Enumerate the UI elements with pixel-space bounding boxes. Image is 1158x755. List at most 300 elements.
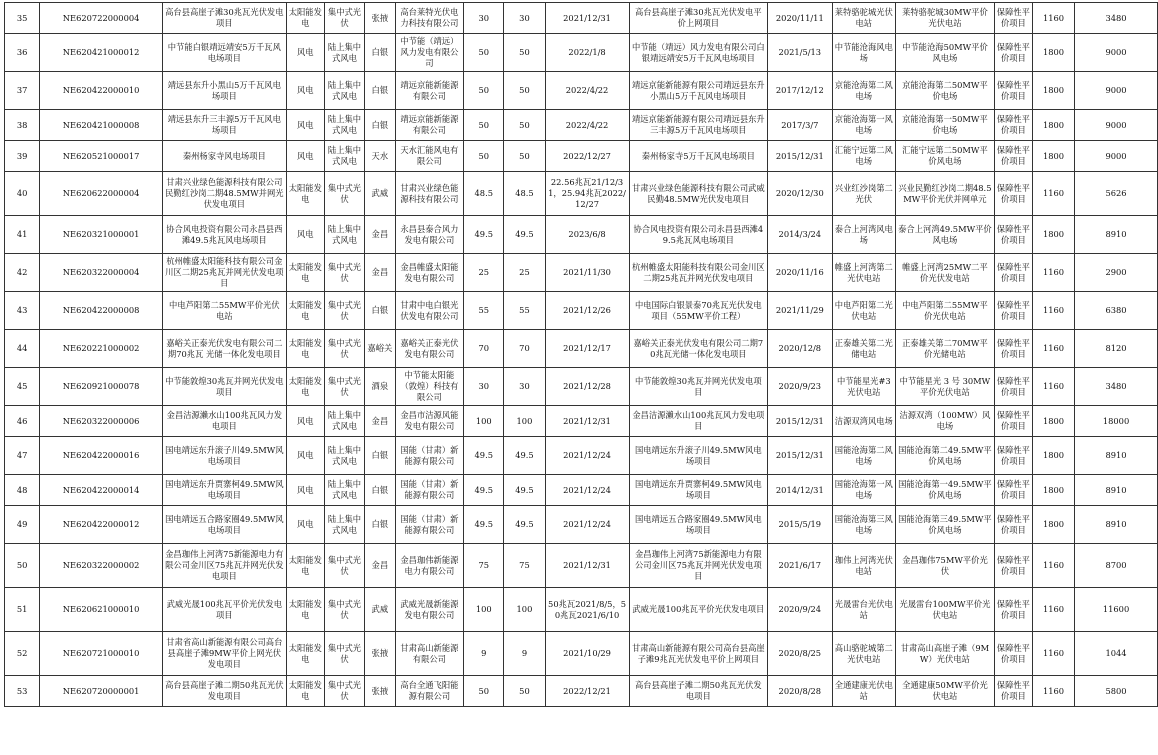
cell-date: 2021/12/17 — [545, 330, 629, 368]
cell-type: 风电 — [286, 34, 324, 72]
cell-unit: 国能沧海第三49.5MW平价风电场 — [896, 506, 995, 544]
cell-type: 风电 — [286, 475, 324, 506]
cell-station: 洁源双湾风电场 — [832, 406, 896, 437]
cell-cap_b: 70 — [504, 330, 545, 368]
cell-type: 风电 — [286, 406, 324, 437]
cell-mode: 集中式光伏 — [324, 588, 364, 632]
cell-name: 中节能（靖远）风力发电有限公司白银靖远靖安5万千瓦风电场项目 — [629, 34, 768, 72]
cell-project: 国电靖远五合路家圈49.5MW风电场项目 — [162, 506, 286, 544]
cell-hours: 1800 — [1033, 72, 1075, 110]
cell-city: 金昌 — [365, 406, 395, 437]
cell-kind: 保障性平价项目 — [994, 3, 1032, 34]
cell-total: 3480 — [1075, 3, 1158, 34]
table-row — [5, 172, 1158, 216]
cell-cap_b: 50 — [504, 110, 545, 141]
cell-mode: 陆上集中式风电 — [324, 72, 364, 110]
cell-total: 8910 — [1075, 475, 1158, 506]
cell-project: 甘肃省高山新能源有限公司高台县高崖子滩9MW平价上网光伏发电项目 — [162, 632, 286, 676]
cell-start: 2017/12/12 — [768, 72, 832, 110]
cell-cap_b: 49.5 — [504, 506, 545, 544]
cell-cap_b: 9 — [504, 632, 545, 676]
cell-station: 高山骆驼城第二光伏电站 — [832, 632, 896, 676]
cell-cap_a: 49.5 — [464, 475, 504, 506]
cell-city: 白银 — [365, 34, 395, 72]
cell-company: 金昌市洁源风能发电有限公司 — [395, 406, 464, 437]
table-row — [5, 506, 1158, 544]
cell-total: 2900 — [1075, 254, 1158, 292]
cell-code: NE620621000010 — [40, 588, 163, 632]
cell-company: 中节能太阳能（敦煌）科技有限公司 — [395, 368, 464, 406]
table-row — [5, 216, 1158, 254]
cell-unit: 金昌珈伟75MW平价光伏 — [896, 544, 995, 588]
cell-start: 2021/6/17 — [768, 544, 832, 588]
cell-name: 金昌珈伟上河湾75新能源电力有限公司金川区75兆瓦并网光伏发电项目 — [629, 544, 768, 588]
cell-name: 中节能敦煌30兆瓦并网光伏发电项目 — [629, 368, 768, 406]
cell-company: 甘肃高山新能源有限公司 — [395, 632, 464, 676]
cell-company: 金昌帷盛太阳能发电有限公司 — [395, 254, 464, 292]
cell-cap_b: 49.5 — [504, 216, 545, 254]
cell-kind: 保障性平价项目 — [994, 475, 1032, 506]
cell-project: 秦州杨家寺风电场项目 — [162, 141, 286, 172]
cell-project: 金昌洁源瀨水山100兆瓦风力发电项目 — [162, 406, 286, 437]
cell-date: 2021/12/26 — [545, 292, 629, 330]
cell-station: 京能沧海第二风电场 — [832, 72, 896, 110]
cell-kind: 保障性平价项目 — [994, 632, 1032, 676]
cell-code: NE620722000004 — [40, 3, 163, 34]
cell-start: 2020/9/23 — [768, 368, 832, 406]
cell-date: 2021/12/28 — [545, 368, 629, 406]
cell-total: 5800 — [1075, 676, 1158, 707]
table-row — [5, 292, 1158, 330]
cell-name: 秦州杨家寺5万千瓦风电场项目 — [629, 141, 768, 172]
cell-code: NE620422000014 — [40, 475, 163, 506]
cell-code: NE620322000002 — [40, 544, 163, 588]
cell-code: NE620422000010 — [40, 72, 163, 110]
cell-start: 2020/9/24 — [768, 588, 832, 632]
cell-project: 金昌珈伟上河湾75新能源电力有限公司金川区75兆瓦并网光伏发电项目 — [162, 544, 286, 588]
cell-date: 2021/12/24 — [545, 437, 629, 475]
cell-name: 靖远京能新能源有限公司靖远县东升小黑山5万千瓦风电场项目 — [629, 72, 768, 110]
cell-hours: 1160 — [1033, 3, 1075, 34]
cell-unit: 光晟雷台100MW平价光伏电站 — [896, 588, 995, 632]
cell-type: 太阳能发电 — [286, 544, 324, 588]
cell-total: 6380 — [1075, 292, 1158, 330]
table-row — [5, 676, 1158, 707]
cell-unit: 正泰雄关第二70MW平价光储电站 — [896, 330, 995, 368]
cell-total: 8700 — [1075, 544, 1158, 588]
cell-cap_a: 100 — [464, 588, 504, 632]
cell-company: 甘肃兴业绿色能源科技有限公司 — [395, 172, 464, 216]
cell-date: 2021/12/24 — [545, 475, 629, 506]
cell-kind: 保障性平价项目 — [994, 588, 1032, 632]
cell-total: 18000 — [1075, 406, 1158, 437]
cell-station: 兴业红沙岗第二光伏 — [832, 172, 896, 216]
cell-seq: 36 — [5, 34, 40, 72]
cell-kind: 保障性平价项目 — [994, 216, 1032, 254]
cell-hours: 1160 — [1033, 632, 1075, 676]
cell-project: 高台县高崖子滩二期50兆瓦光伏发电项目 — [162, 676, 286, 707]
cell-mode: 陆上集中式风电 — [324, 437, 364, 475]
cell-city: 酒泉 — [365, 368, 395, 406]
cell-hours: 1800 — [1033, 34, 1075, 72]
cell-code: NE620422000008 — [40, 292, 163, 330]
cell-mode: 陆上集中式风电 — [324, 506, 364, 544]
cell-code: NE620421000012 — [40, 34, 163, 72]
cell-type: 风电 — [286, 141, 324, 172]
cell-code: NE620521000017 — [40, 141, 163, 172]
cell-company: 武威光晟新能源发电有限公司 — [395, 588, 464, 632]
cell-cap_a: 48.5 — [464, 172, 504, 216]
cell-start: 2015/12/31 — [768, 437, 832, 475]
cell-code: NE620422000012 — [40, 506, 163, 544]
cell-unit: 莱特骆驼城30MW平价光伏电站 — [896, 3, 995, 34]
cell-type: 太阳能发电 — [286, 172, 324, 216]
cell-mode: 陆上集中式风电 — [324, 406, 364, 437]
cell-hours: 1160 — [1033, 676, 1075, 707]
cell-station: 中电芦阳第二光伏电站 — [832, 292, 896, 330]
cell-unit: 全通建康50MW平价光伏电站 — [896, 676, 995, 707]
cell-cap_b: 30 — [504, 3, 545, 34]
cell-date: 2021/11/30 — [545, 254, 629, 292]
cell-name: 中电国际白银景泰70兆瓦光伏发电项目（55MW平价工程） — [629, 292, 768, 330]
table-row — [5, 475, 1158, 506]
cell-unit: 国能沧海第一49.5MW平价风电场 — [896, 475, 995, 506]
cell-unit: 中节能星光 3 号 30MW平价光伏电站 — [896, 368, 995, 406]
cell-cap_b: 100 — [504, 406, 545, 437]
cell-cap_a: 30 — [464, 368, 504, 406]
cell-kind: 保障性平价项目 — [994, 676, 1032, 707]
cell-station: 京能沧海第一风电场 — [832, 110, 896, 141]
cell-start: 2015/12/31 — [768, 141, 832, 172]
cell-mode: 集中式光伏 — [324, 172, 364, 216]
cell-hours: 1160 — [1033, 544, 1075, 588]
cell-kind: 保障性平价项目 — [994, 544, 1032, 588]
cell-start: 2020/12/30 — [768, 172, 832, 216]
cell-cap_a: 49.5 — [464, 216, 504, 254]
cell-type: 太阳能发电 — [286, 368, 324, 406]
cell-project: 靖远县东升小黑山5万千瓦风电场项目 — [162, 72, 286, 110]
cell-date: 2021/10/29 — [545, 632, 629, 676]
cell-name: 甘肃高山新能源有限公司高台县高崖子滩9兆瓦光伏发电平价上网项目 — [629, 632, 768, 676]
cell-hours: 1800 — [1033, 216, 1075, 254]
cell-start: 2020/8/28 — [768, 676, 832, 707]
cell-kind: 保障性平价项目 — [994, 34, 1032, 72]
cell-city: 武威 — [365, 588, 395, 632]
table-row — [5, 72, 1158, 110]
cell-type: 风电 — [286, 72, 324, 110]
cell-kind: 保障性平价项目 — [994, 506, 1032, 544]
cell-code: NE620422000016 — [40, 437, 163, 475]
cell-start: 2014/3/24 — [768, 216, 832, 254]
cell-city: 白银 — [365, 506, 395, 544]
cell-cap_a: 50 — [464, 110, 504, 141]
cell-type: 太阳能发电 — [286, 330, 324, 368]
cell-cap_a: 55 — [464, 292, 504, 330]
cell-total: 11600 — [1075, 588, 1158, 632]
cell-name: 靖远京能新能源有限公司靖远县东升三丰源5万千瓦风电场项目 — [629, 110, 768, 141]
cell-cap_a: 70 — [464, 330, 504, 368]
cell-station: 光晟雷台光伏电站 — [832, 588, 896, 632]
cell-kind: 保障性平价项目 — [994, 292, 1032, 330]
cell-cap_a: 25 — [464, 254, 504, 292]
cell-hours: 1800 — [1033, 475, 1075, 506]
cell-mode: 陆上集中式风电 — [324, 110, 364, 141]
cell-mode: 集中式光伏 — [324, 330, 364, 368]
table-row — [5, 3, 1158, 34]
table-row — [5, 34, 1158, 72]
cell-date: 2021/12/31 — [545, 406, 629, 437]
cell-code: NE620921000078 — [40, 368, 163, 406]
cell-cap_b: 49.5 — [504, 437, 545, 475]
cell-name: 金昌洁源瀨水山100兆瓦风力发电项目 — [629, 406, 768, 437]
cell-city: 金昌 — [365, 216, 395, 254]
cell-cap_a: 9 — [464, 632, 504, 676]
cell-station: 中节能星光#3光伏电站 — [832, 368, 896, 406]
cell-date: 2022/12/27 — [545, 141, 629, 172]
cell-project: 甘肃兴业绿色能源科技有限公司民勤红沙岗二期48.5MW并网光伏发电项目 — [162, 172, 286, 216]
cell-company: 嘉峪关正泰光伏发电有限公司 — [395, 330, 464, 368]
cell-code: NE620622000004 — [40, 172, 163, 216]
cell-start: 2020/8/25 — [768, 632, 832, 676]
cell-kind: 保障性平价项目 — [994, 437, 1032, 475]
cell-date: 2023/6/8 — [545, 216, 629, 254]
cell-unit: 洁源双湾（100MW）风电场 — [896, 406, 995, 437]
cell-type: 太阳能发电 — [286, 588, 324, 632]
cell-company: 天水汇能风电有限公司 — [395, 141, 464, 172]
table-row — [5, 254, 1158, 292]
cell-date: 2021/12/31 — [545, 3, 629, 34]
cell-unit: 国能沧海第二49.5MW平价风电场 — [896, 437, 995, 475]
cell-station: 帷盛上河湾第二光伏电站 — [832, 254, 896, 292]
cell-name: 嘉峪关正泰光伏发电有限公司二期70兆瓦光储一体化发电项目 — [629, 330, 768, 368]
cell-cap_b: 25 — [504, 254, 545, 292]
cell-cap_b: 50 — [504, 141, 545, 172]
cell-total: 8910 — [1075, 216, 1158, 254]
cell-city: 武威 — [365, 172, 395, 216]
cell-type: 太阳能发电 — [286, 3, 324, 34]
cell-seq: 48 — [5, 475, 40, 506]
cell-project: 靖远县东升三丰源5万千瓦风电场项目 — [162, 110, 286, 141]
cell-seq: 38 — [5, 110, 40, 141]
cell-mode: 集中式光伏 — [324, 544, 364, 588]
cell-total: 8910 — [1075, 506, 1158, 544]
cell-company: 国能（甘肃）新能源有限公司 — [395, 437, 464, 475]
cell-seq: 46 — [5, 406, 40, 437]
cell-total: 9000 — [1075, 110, 1158, 141]
cell-company: 高台莱特光伏电力科技有限公司 — [395, 3, 464, 34]
cell-company: 金昌珈伟新能源电力有限公司 — [395, 544, 464, 588]
cell-name: 国电靖远五合路家圈49.5MW风电场项目 — [629, 506, 768, 544]
cell-cap_b: 75 — [504, 544, 545, 588]
cell-cap_a: 50 — [464, 72, 504, 110]
cell-start: 2020/12/8 — [768, 330, 832, 368]
cell-unit: 汇能宁远第二50MW平价风电场 — [896, 141, 995, 172]
cell-city: 张掖 — [365, 3, 395, 34]
cell-date: 50兆瓦2021/8/5，50兆瓦2021/6/10 — [545, 588, 629, 632]
cell-type: 风电 — [286, 506, 324, 544]
cell-hours: 1160 — [1033, 588, 1075, 632]
cell-name: 武威光晟100兆瓦平价光伏发电项目 — [629, 588, 768, 632]
cell-date: 2021/12/24 — [545, 506, 629, 544]
cell-date: 2022/4/22 — [545, 110, 629, 141]
cell-seq: 45 — [5, 368, 40, 406]
cell-start: 2017/3/7 — [768, 110, 832, 141]
cell-cap_a: 49.5 — [464, 437, 504, 475]
cell-city: 白银 — [365, 292, 395, 330]
cell-cap_a: 100 — [464, 406, 504, 437]
cell-cap_b: 48.5 — [504, 172, 545, 216]
cell-project: 嘉峪关正泰光伏发电有限公司二期70兆瓦 光储一体化发电项目 — [162, 330, 286, 368]
cell-kind: 保障性平价项目 — [994, 330, 1032, 368]
cell-seq: 43 — [5, 292, 40, 330]
cell-cap_a: 49.5 — [464, 506, 504, 544]
cell-total: 5626 — [1075, 172, 1158, 216]
cell-code: NE620421000008 — [40, 110, 163, 141]
cell-type: 风电 — [286, 437, 324, 475]
table-row — [5, 437, 1158, 475]
cell-start: 2014/12/31 — [768, 475, 832, 506]
cell-hours: 1160 — [1033, 254, 1075, 292]
cell-total: 9000 — [1075, 141, 1158, 172]
cell-code: NE620720000001 — [40, 676, 163, 707]
cell-hours: 1160 — [1033, 172, 1075, 216]
cell-type: 太阳能发电 — [286, 676, 324, 707]
cell-cap_b: 50 — [504, 676, 545, 707]
table-row — [5, 588, 1158, 632]
cell-mode: 陆上集中式风电 — [324, 141, 364, 172]
cell-hours: 1800 — [1033, 437, 1075, 475]
cell-kind: 保障性平价项目 — [994, 141, 1032, 172]
cell-kind: 保障性平价项目 — [994, 72, 1032, 110]
cell-start: 2021/11/29 — [768, 292, 832, 330]
cell-mode: 集中式光伏 — [324, 3, 364, 34]
cell-unit: 甘肃高山高崖子滩（9MW）光伏电站 — [896, 632, 995, 676]
table-body — [5, 3, 1158, 707]
cell-code: NE620322000004 — [40, 254, 163, 292]
cell-unit: 中电芦阳第二55MW平价光伏电站 — [896, 292, 995, 330]
cell-cap_b: 30 — [504, 368, 545, 406]
cell-date: 2022/1/8 — [545, 34, 629, 72]
cell-cap_a: 50 — [464, 141, 504, 172]
cell-hours: 1160 — [1033, 330, 1075, 368]
cell-cap_b: 50 — [504, 34, 545, 72]
cell-seq: 50 — [5, 544, 40, 588]
cell-hours: 1160 — [1033, 292, 1075, 330]
cell-seq: 53 — [5, 676, 40, 707]
cell-city: 白银 — [365, 437, 395, 475]
cell-total: 1044 — [1075, 632, 1158, 676]
cell-cap_b: 50 — [504, 72, 545, 110]
cell-unit: 京能沧海第一50MW平价电场 — [896, 110, 995, 141]
cell-seq: 49 — [5, 506, 40, 544]
cell-mode: 陆上集中式风电 — [324, 34, 364, 72]
cell-total: 9000 — [1075, 72, 1158, 110]
cell-type: 太阳能发电 — [286, 292, 324, 330]
cell-city: 金昌 — [365, 254, 395, 292]
cell-mode: 集中式光伏 — [324, 368, 364, 406]
cell-company: 靖远京能新能源有限公司 — [395, 72, 464, 110]
cell-start: 2015/5/19 — [768, 506, 832, 544]
cell-seq: 35 — [5, 3, 40, 34]
table-row — [5, 406, 1158, 437]
cell-station: 汇能宁远第二风电场 — [832, 141, 896, 172]
cell-cap_b: 49.5 — [504, 475, 545, 506]
cell-company: 国能（甘肃）新能源有限公司 — [395, 506, 464, 544]
cell-date: 2021/12/31 — [545, 544, 629, 588]
cell-project: 国电靖远东升滚子川49.5MW风电场项目 — [162, 437, 286, 475]
cell-city: 嘉峪关 — [365, 330, 395, 368]
cell-start: 2015/12/31 — [768, 406, 832, 437]
cell-code: NE620321000001 — [40, 216, 163, 254]
cell-cap_a: 50 — [464, 676, 504, 707]
cell-name: 高台县高崖子滩30兆瓦光伏发电平价上网项目 — [629, 3, 768, 34]
table-row — [5, 141, 1158, 172]
cell-cap_a: 30 — [464, 3, 504, 34]
table-row — [5, 632, 1158, 676]
cell-seq: 37 — [5, 72, 40, 110]
cell-station: 中节能沧海风电场 — [832, 34, 896, 72]
cell-project: 杭州帷盛太阳能科技有限公司金川区二期25兆瓦并网光伏发电项目 — [162, 254, 286, 292]
cell-type: 风电 — [286, 216, 324, 254]
cell-type: 风电 — [286, 110, 324, 141]
cell-city: 张掖 — [365, 632, 395, 676]
cell-company: 甘肃中电白银光伏发电有限公司 — [395, 292, 464, 330]
cell-mode: 集中式光伏 — [324, 292, 364, 330]
cell-kind: 保障性平价项目 — [994, 110, 1032, 141]
cell-seq: 44 — [5, 330, 40, 368]
cell-project: 武威光晟100兆瓦平价光伏发电项目 — [162, 588, 286, 632]
cell-project: 协合风电投资有限公司永昌县西滩49.5兆瓦风电场项目 — [162, 216, 286, 254]
cell-station: 珈伟上河湾光伏电站 — [832, 544, 896, 588]
cell-start: 2020/11/16 — [768, 254, 832, 292]
cell-city: 白银 — [365, 475, 395, 506]
cell-cap_b: 55 — [504, 292, 545, 330]
cell-mode: 集中式光伏 — [324, 632, 364, 676]
cell-name: 杭州帷盛太阳能科技有限公司金川区二期25兆瓦并网光伏发电项目 — [629, 254, 768, 292]
cell-mode: 陆上集中式风电 — [324, 475, 364, 506]
cell-company: 永昌县泰合风力发电有限公司 — [395, 216, 464, 254]
cell-cap_a: 50 — [464, 34, 504, 72]
cell-seq: 51 — [5, 588, 40, 632]
cell-station: 国能沧海第一风电场 — [832, 475, 896, 506]
cell-station: 泰合上河湾风电场 — [832, 216, 896, 254]
cell-company: 高台全通飞阳能源有限公司 — [395, 676, 464, 707]
project-table — [4, 2, 1158, 707]
cell-start: 2020/11/11 — [768, 3, 832, 34]
cell-total: 9000 — [1075, 34, 1158, 72]
cell-mode: 集中式光伏 — [324, 676, 364, 707]
cell-date: 2022/4/22 — [545, 72, 629, 110]
cell-city: 金昌 — [365, 544, 395, 588]
cell-city: 白银 — [365, 110, 395, 141]
cell-total: 8120 — [1075, 330, 1158, 368]
cell-seq: 52 — [5, 632, 40, 676]
cell-cap_a: 75 — [464, 544, 504, 588]
cell-date: 22.56兆瓦21/12/31，25.94兆瓦2022/12/27 — [545, 172, 629, 216]
cell-seq: 40 — [5, 172, 40, 216]
cell-project: 中节能白银靖远靖安5万千瓦风电场项目 — [162, 34, 286, 72]
cell-unit: 兴业民勤红沙岗二期48.5MW平价光伏并网单元 — [896, 172, 995, 216]
cell-seq: 42 — [5, 254, 40, 292]
cell-mode: 集中式光伏 — [324, 254, 364, 292]
cell-unit: 京能沧海第二50MW平价电场 — [896, 72, 995, 110]
cell-cap_b: 100 — [504, 588, 545, 632]
cell-total: 3480 — [1075, 368, 1158, 406]
cell-hours: 1800 — [1033, 110, 1075, 141]
cell-project: 中节能敦煌30兆瓦并网光伏发电项目 — [162, 368, 286, 406]
cell-total: 8910 — [1075, 437, 1158, 475]
cell-project: 高台县高崖子滩30兆瓦光伏发电项目 — [162, 3, 286, 34]
